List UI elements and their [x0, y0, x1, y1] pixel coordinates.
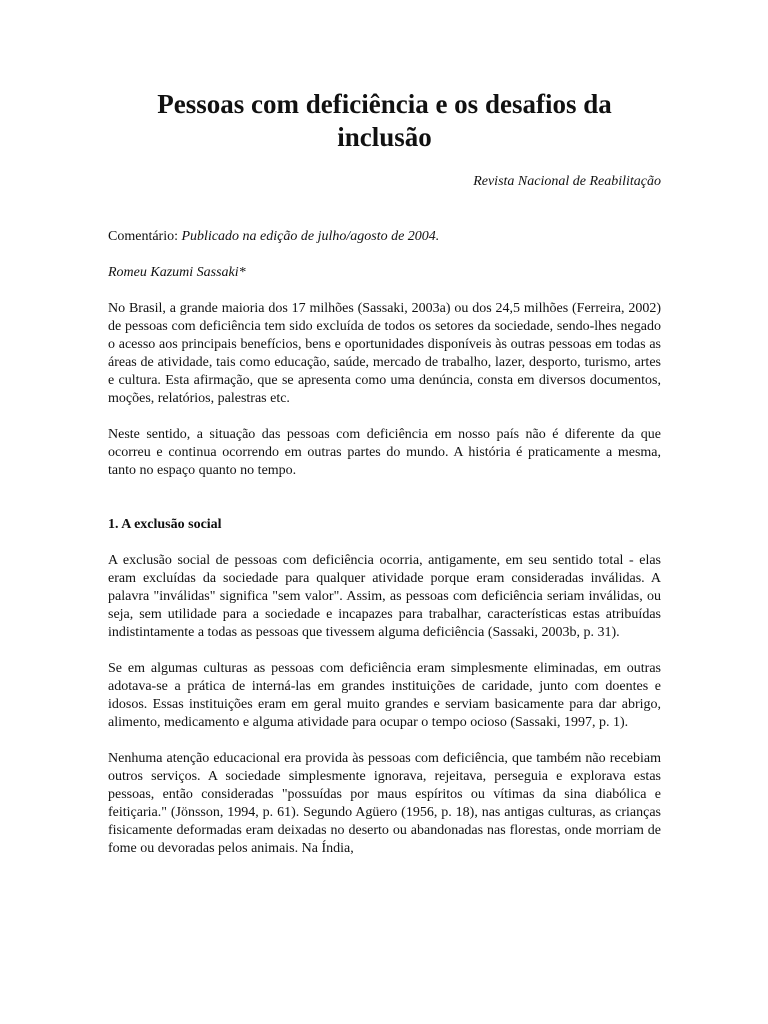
intro-paragraph-2: Neste sentido, a situação das pessoas com deficiência em nosso país não é diferente da que ocorreu e continua ocorrendo em outras partes do mundo. A história é praticamente a mesma, tanto no espaço quanto no tempo.	[108, 427, 661, 478]
comment-label: Comentário	[108, 229, 175, 244]
section1-paragraph-3: Nenhuma atenção educacional era provida às pessoas com deficiência, que também não recebiam outros serviços. A sociedade simplesmente ignorava, rejeitava, perseguia e explorava estas pessoas, então consideradas "possuídas por maus espíritos ou vítimas da sina diabólica e feitiçaria." (Jönsson, 1994, p. 61). Segundo Agüero (1956, p. 18), nas antigas culturas, as crianças fisicamente deformadas eram deixadas no deserto ou abandonadas nas florestas, onde morriam de fome ou devoradas pelos animais. Na Índia,	[108, 751, 661, 856]
intro-paragraph-1: No Brasil, a grande maioria dos 17 milhões (Sassaki, 2003a) ou dos 24,5 milhões (Ferreira, 2002) de pessoas com deficiência tem sido excluída de todos os setores da sociedade, sendo-lhes negado o acesso aos principais benefícios, bens e oportunidades disponíveis às outras pessoas em todas as áreas de atividade, tais como educação, saúde, mercado de trabalho, lazer, desporto, turismo, artes e cultura. Esta afirmação, que se apresenta como uma denúncia, consta em diversos documentos, moções, relatórios, palestras etc.	[108, 301, 661, 406]
section-heading-exclusao-social: 1. A exclusão social	[108, 517, 222, 532]
document-page	[108, 88, 661, 858]
comment-text: Publicado na edição de julho/agosto de 2004.	[181, 229, 440, 244]
section1-paragraph-1: A exclusão social de pessoas com deficiência ocorria, antigamente, em seu sentido total - elas eram excluídas da sociedade para qualquer atividade porque eram consideradas inválidas. A palavra "inválidas" significa "sem valor". Assim, as pessoas com deficiência seriam inválidas, ou seja, sem utilidade para a sociedade e incapazes para trabalhar, características estas atribuídas indistintamente a todas as pessoas que tivessem alguma deficiência (Sassaki, 2003b, p. 31).	[108, 553, 661, 640]
comment-line: Comentário: Publicado na edição de julho/agosto de 2004.	[108, 229, 440, 244]
section1-paragraph-2: Se em algumas culturas as pessoas com deficiência eram simplesmente eliminadas, em outras adotava-se a prática de interná-las em grandes instituições de caridade, junto com doentes e idosos. Essas instituições eram em geral muito grandes e serviam basicamente para dar abrigo, alimento, medicamento e alguma atividade para ocupar o tempo ocioso (Sassaki, 1997, p. 1).	[108, 661, 661, 730]
source-publication: Revista Nacional de Reabilitação	[473, 174, 661, 189]
document-title: Pessoas com deficiência e os desafios da inclusão	[157, 89, 612, 152]
author-name: Romeu Kazumi Sassaki*	[108, 265, 246, 280]
